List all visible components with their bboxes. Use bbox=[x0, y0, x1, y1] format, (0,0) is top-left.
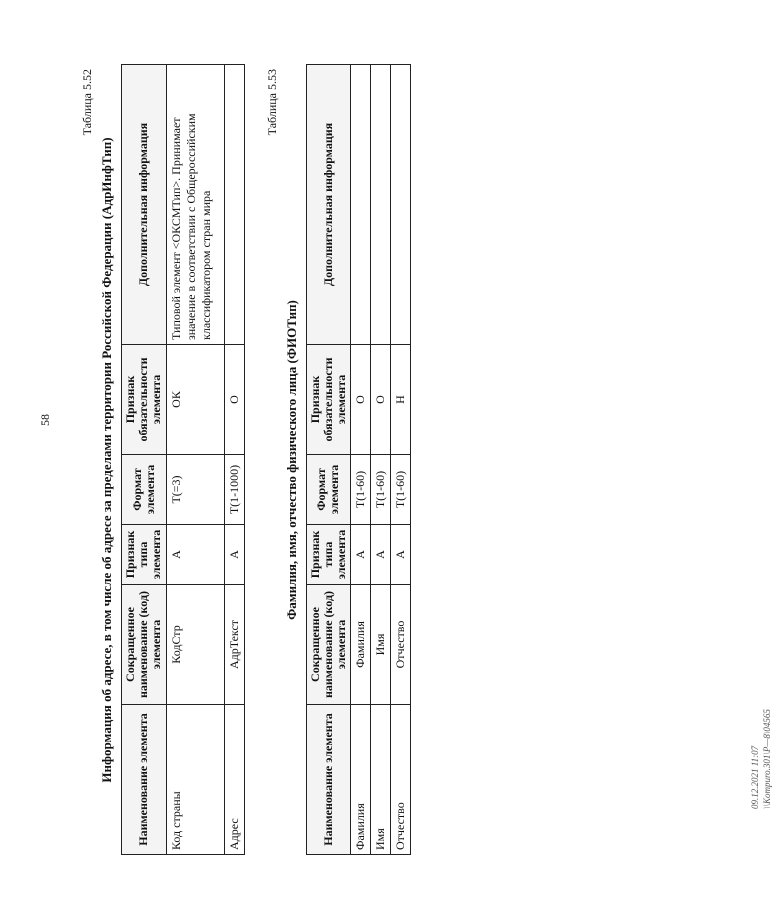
table2-caption: Таблица 5.53 bbox=[264, 69, 279, 136]
table1-header: Дополнительная информация bbox=[122, 65, 167, 345]
table-cell: Фамилия bbox=[351, 585, 371, 705]
table2-header: Признак обязательности элемента bbox=[306, 345, 351, 455]
table-cell: Имя bbox=[371, 705, 391, 855]
table1-caption: Таблица 5.52 bbox=[80, 69, 94, 136]
table1-header: Наименование элемента bbox=[122, 705, 167, 855]
table-cell: А bbox=[224, 525, 244, 585]
table2-header: Наименование элемента bbox=[306, 705, 351, 855]
table2 bbox=[306, 64, 412, 855]
table-cell: Код страны bbox=[166, 705, 224, 855]
table-cell bbox=[224, 65, 244, 345]
table-cell: А bbox=[351, 525, 371, 585]
page-number: 58 bbox=[38, 414, 52, 426]
table1 bbox=[121, 64, 245, 855]
table-row bbox=[351, 65, 371, 855]
table2-title: Фамилия, имя, отчество физического лица (ФИОТип) bbox=[283, 300, 299, 620]
table-cell: О bbox=[351, 345, 371, 455]
table-cell: Отчество bbox=[391, 705, 411, 855]
table2-header-row bbox=[306, 65, 351, 855]
table-cell: А bbox=[166, 525, 224, 585]
table1-header-row bbox=[122, 65, 167, 855]
table-cell: Фамилия bbox=[351, 705, 371, 855]
print-stamp bbox=[750, 709, 773, 809]
table2-header: Сокращенное наименование (код) элемента bbox=[306, 585, 351, 705]
table-cell: Т(1-1000) bbox=[224, 455, 244, 525]
table-cell bbox=[351, 65, 371, 345]
stamp-path: \\Kompuro.301\P—8\04565 bbox=[761, 709, 772, 809]
table-cell: Адрес bbox=[224, 705, 244, 855]
table-cell: Имя bbox=[371, 585, 391, 705]
content bbox=[80, 65, 411, 855]
table-cell: Н bbox=[391, 345, 411, 455]
table-row bbox=[224, 65, 244, 855]
stamp-date: 09.12.2021 11:07 bbox=[750, 745, 760, 809]
table-cell: КодСтр bbox=[166, 585, 224, 705]
table1-header: Сокращенное наименование (код) элемента bbox=[122, 585, 167, 705]
table2-header: Формат элемента bbox=[306, 455, 351, 525]
table-cell: Т(=3) bbox=[166, 455, 224, 525]
table-cell: АдрТекст bbox=[224, 585, 244, 705]
table-cell: ОК bbox=[166, 345, 224, 455]
table1-header: Признак обязательности элемента bbox=[122, 345, 167, 455]
table1-header: Признак типа элемента bbox=[122, 525, 167, 585]
table-cell: А bbox=[371, 525, 391, 585]
table-row bbox=[391, 65, 411, 855]
table-cell: Отчество bbox=[391, 585, 411, 705]
table-cell: Типовой элемент <ОКСМТип>. Принимает значение в соответствии с Общероссийским классификатором стран мира bbox=[166, 65, 224, 345]
table-cell: Т(1-60) bbox=[351, 455, 371, 525]
table-cell bbox=[391, 65, 411, 345]
table-cell: О bbox=[224, 345, 244, 455]
table-cell: Т(1-60) bbox=[371, 455, 391, 525]
table-cell: А bbox=[391, 525, 411, 585]
table2-header: Признак типа элемента bbox=[306, 525, 351, 585]
table-cell: О bbox=[371, 345, 391, 455]
table-row bbox=[166, 65, 224, 855]
table-cell bbox=[371, 65, 391, 345]
table-cell: Т(1-60) bbox=[391, 455, 411, 525]
table1-header: Формат элемента bbox=[122, 455, 167, 525]
table-row bbox=[371, 65, 391, 855]
table2-header: Дополнительная информация bbox=[306, 65, 351, 345]
table1-title: Информация об адресе, в том числе об адресе за пределами территории Российской Федерации (АдрИнфТип) bbox=[99, 137, 114, 783]
